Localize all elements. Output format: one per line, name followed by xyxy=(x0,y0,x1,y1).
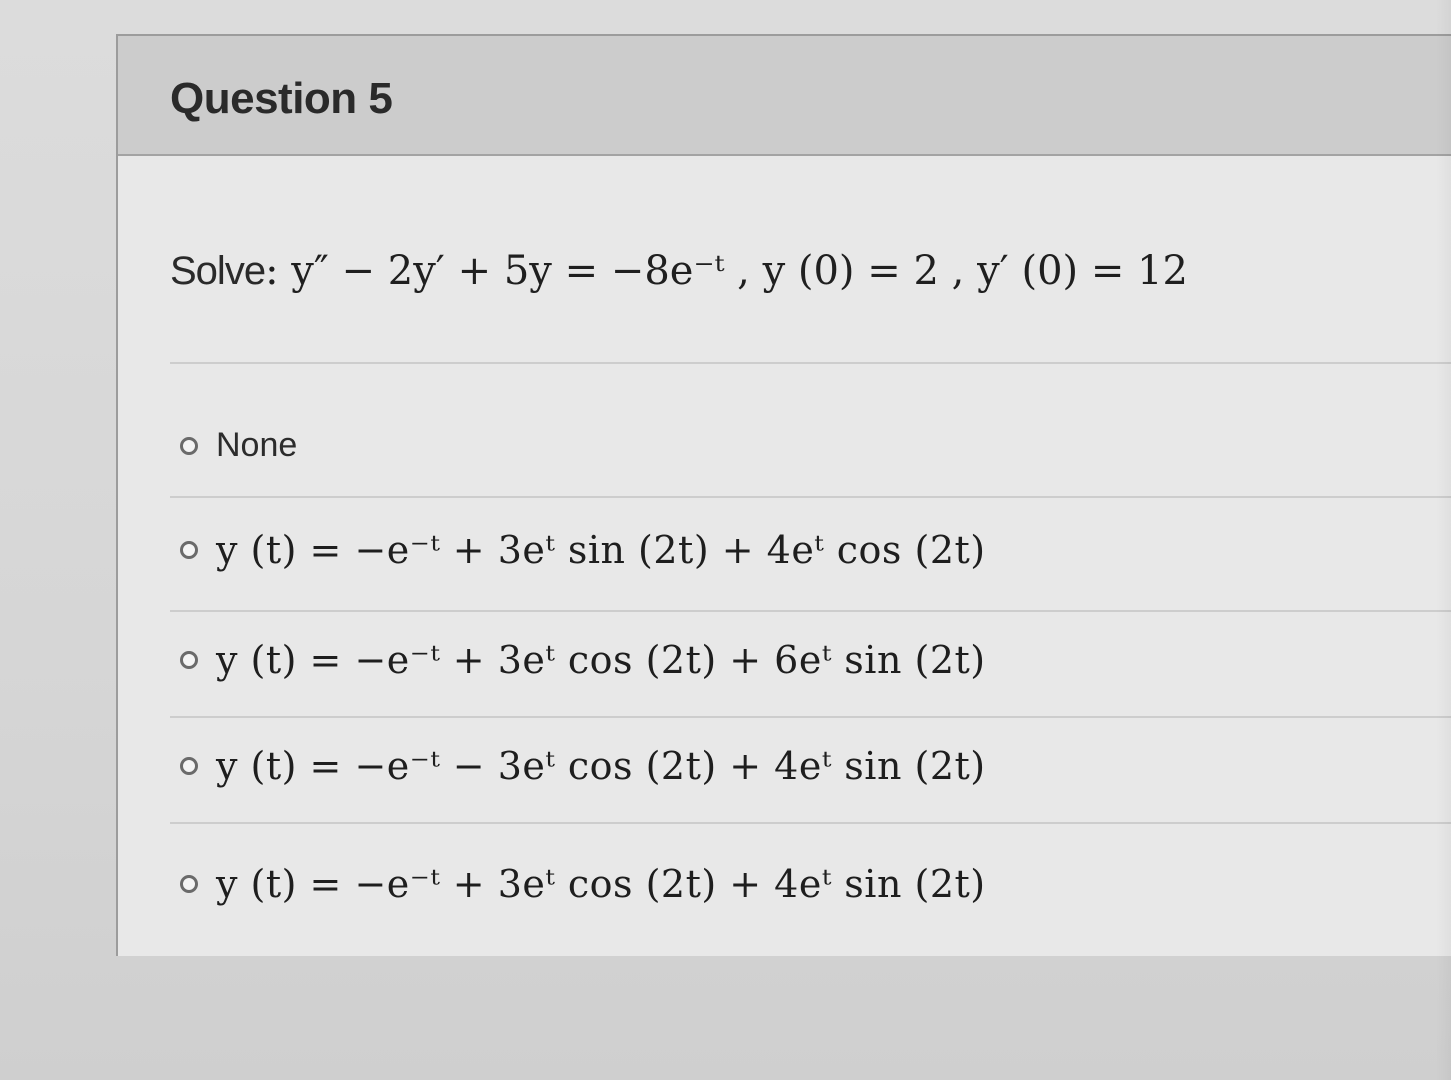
divider xyxy=(170,716,1451,718)
question-title: Question 5 xyxy=(170,74,393,123)
screen-edge-shade xyxy=(1436,0,1451,1080)
radio-button[interactable] xyxy=(180,757,198,775)
answer-option-none[interactable] xyxy=(180,426,297,465)
question-body xyxy=(118,156,1451,956)
divider xyxy=(170,362,1451,364)
divider xyxy=(170,610,1451,612)
option-label: y (t) = −e⁻ᵗ − 3eᵗ cos (2t) + 4eᵗ sin (2t) xyxy=(216,744,986,788)
radio-button[interactable] xyxy=(180,875,198,893)
divider xyxy=(170,822,1451,824)
divider xyxy=(170,496,1451,498)
problem-statement xyxy=(170,248,1188,294)
option-label: y (t) = −e⁻ᵗ + 3eᵗ cos (2t) + 4eᵗ sin (2t) xyxy=(216,862,986,906)
answer-option-3[interactable] xyxy=(180,744,986,788)
answer-option-1[interactable] xyxy=(180,528,986,572)
radio-button[interactable] xyxy=(180,541,198,559)
radio-button[interactable] xyxy=(180,437,198,455)
differential-equation: : y″ − 2y′ + 5y = −8e⁻ᵗ , y (0) = 2 , y′ (0) = 12 xyxy=(265,248,1188,294)
answer-option-4[interactable] xyxy=(180,862,986,906)
answer-option-2[interactable] xyxy=(180,638,986,682)
option-label: y (t) = −e⁻ᵗ + 3eᵗ sin (2t) + 4eᵗ cos (2t) xyxy=(216,528,986,572)
solve-label: Solve xyxy=(170,249,266,293)
question-header xyxy=(118,36,1451,156)
question-card xyxy=(116,34,1451,956)
option-label: None xyxy=(216,426,298,464)
radio-button[interactable] xyxy=(180,651,198,669)
option-label: y (t) = −e⁻ᵗ + 3eᵗ cos (2t) + 6eᵗ sin (2t) xyxy=(216,638,986,682)
